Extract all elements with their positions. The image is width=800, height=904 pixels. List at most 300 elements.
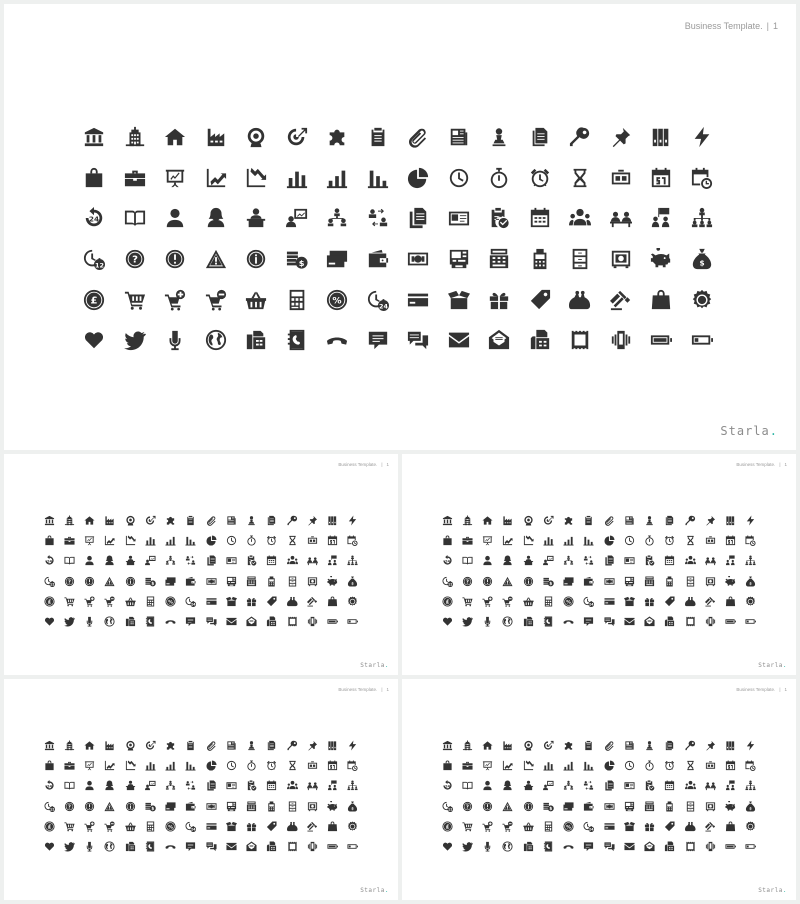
page-number: 1	[784, 462, 787, 467]
fax-machine-icon	[120, 611, 140, 631]
team-group-icon	[680, 776, 700, 796]
cart-add-icon	[80, 816, 100, 836]
chart-trend-up-icon	[498, 755, 518, 775]
header-title: Business Template.	[338, 462, 378, 467]
target-arrow-icon	[538, 510, 558, 530]
gear-badge-icon	[741, 816, 761, 836]
chart-trend-down-icon	[518, 755, 538, 775]
credit-card-icon	[599, 816, 619, 836]
bar-chart-icon	[538, 755, 558, 775]
gear-badge-icon	[343, 591, 363, 611]
cash-register-icon	[242, 796, 262, 816]
speech-bubble-icon	[358, 320, 399, 361]
clock-icon	[619, 755, 639, 775]
flag-team-icon	[323, 776, 343, 796]
id-card-icon	[221, 551, 241, 571]
speech-bubble-icon	[181, 836, 201, 856]
slide-header	[736, 687, 787, 692]
money-bag-icon	[741, 571, 761, 591]
team-group-icon	[282, 551, 302, 571]
alarm-clock-icon	[660, 530, 680, 550]
pie-chart-icon	[398, 158, 439, 199]
calendar-grid-icon	[262, 776, 282, 796]
cash-notes-icon	[599, 571, 619, 591]
binders-icon	[641, 117, 682, 158]
microphone-icon	[478, 836, 498, 856]
newspaper-icon	[221, 510, 241, 530]
speech-bubble-icon	[579, 611, 599, 631]
fax-paper-icon	[520, 320, 561, 361]
presentation-board-icon	[478, 755, 498, 775]
clock-12-icon	[39, 571, 59, 591]
brand-dot: .	[782, 887, 787, 894]
battery-full-icon	[323, 836, 343, 856]
warning-triangle-icon	[498, 796, 518, 816]
exclamation-mark-icon	[478, 571, 498, 591]
coins-dollar-icon	[538, 796, 558, 816]
header-separator: |	[779, 462, 781, 467]
bar-chart-decline-icon	[181, 530, 201, 550]
battery-low-icon	[741, 836, 761, 856]
bird-icon	[59, 836, 79, 856]
calendar-clock-icon	[682, 158, 723, 199]
warning-triangle-icon	[100, 571, 120, 591]
card-reader-icon	[262, 796, 282, 816]
credit-card-icon	[201, 816, 221, 836]
refresh-24-icon	[437, 551, 457, 571]
hourglass-icon	[680, 755, 700, 775]
chat-bubbles-icon	[201, 611, 221, 631]
bird-icon	[115, 320, 156, 361]
hierarchy-icon	[682, 198, 723, 239]
piggy-bank-icon	[641, 239, 682, 280]
globe-icon	[100, 836, 120, 856]
chess-pawn-icon	[479, 117, 520, 158]
header-separator: |	[779, 687, 781, 692]
clipboard-check-icon	[479, 198, 520, 239]
alarm-clock-icon	[520, 158, 561, 199]
brand-name: Starla	[360, 662, 385, 669]
handbag-icon	[437, 755, 457, 775]
open-envelope-icon	[242, 836, 262, 856]
gavel-icon	[700, 816, 720, 836]
speech-bubble-icon	[181, 611, 201, 631]
stopwatch-icon	[242, 530, 262, 550]
header-title: Business Template.	[736, 687, 776, 692]
presenter-chart-icon	[277, 198, 318, 239]
slide-thumbnail-4[interactable]	[402, 679, 796, 900]
hourglass-icon	[560, 158, 601, 199]
gift-icon	[640, 816, 660, 836]
exclamation-mark-icon	[155, 239, 196, 280]
speaker-podium-icon	[236, 198, 277, 239]
page-number: 1	[772, 21, 778, 31]
address-book-icon	[538, 836, 558, 856]
briefcase-icon	[115, 158, 156, 199]
calculator-icon	[538, 591, 558, 611]
hourglass-icon	[282, 530, 302, 550]
credit-cards-icon	[317, 239, 358, 280]
battery-low-icon	[343, 611, 363, 631]
key-icon	[680, 735, 700, 755]
chart-trend-down-icon	[236, 158, 277, 199]
stopwatch-icon	[479, 158, 520, 199]
copy-documents-icon	[201, 551, 221, 571]
id-card-icon	[619, 551, 639, 571]
battery-low-icon	[343, 836, 363, 856]
brand-name: Starla	[720, 424, 770, 438]
bar-chart-decline-icon	[181, 755, 201, 775]
documents-icon	[262, 510, 282, 530]
hierarchy-icon	[343, 776, 363, 796]
documents-icon	[660, 735, 680, 755]
card-reader-icon	[660, 571, 680, 591]
pound-coin-icon	[437, 816, 457, 836]
presenter-chart-icon	[538, 551, 558, 571]
bird-icon	[457, 611, 477, 631]
brand-name: Starla	[360, 887, 385, 894]
puzzle-piece-icon	[559, 735, 579, 755]
fax-paper-icon	[660, 611, 680, 631]
credit-cards-icon	[161, 796, 181, 816]
battery-full-icon	[323, 611, 343, 631]
speech-bubble-icon	[579, 836, 599, 856]
fax-machine-icon	[518, 836, 538, 856]
lightning-icon	[343, 735, 363, 755]
bar-chart-growth-icon	[559, 530, 579, 550]
filing-cabinet-icon	[282, 571, 302, 591]
shopping-cart-icon	[59, 816, 79, 836]
wallet-icon	[181, 796, 201, 816]
price-tag-icon	[262, 591, 282, 611]
bank-icon	[437, 510, 457, 530]
chart-trend-down-icon	[120, 530, 140, 550]
house-icon	[478, 510, 498, 530]
businesswoman-icon	[100, 551, 120, 571]
envelope-icon	[619, 836, 639, 856]
clock-24-icon	[579, 816, 599, 836]
icon-grid	[39, 510, 369, 632]
safe-icon	[302, 571, 322, 591]
fax-machine-icon	[518, 611, 538, 631]
stopwatch-icon	[640, 530, 660, 550]
handbag-icon	[39, 530, 59, 550]
slide-header	[338, 462, 389, 467]
slide-header	[338, 687, 389, 692]
factory-icon	[498, 735, 518, 755]
address-book-icon	[277, 320, 318, 361]
documents-icon	[660, 510, 680, 530]
gift-icon	[640, 591, 660, 611]
gift-icon	[479, 279, 520, 320]
globe-icon	[100, 611, 120, 631]
exchange-users-icon	[579, 776, 599, 796]
envelope-icon	[439, 320, 480, 361]
coin-purse-icon	[680, 816, 700, 836]
card-reader-icon	[660, 796, 680, 816]
copy-documents-icon	[398, 198, 439, 239]
key-icon	[282, 510, 302, 530]
copy-documents-icon	[599, 776, 619, 796]
battery-full-icon	[641, 320, 682, 361]
header-title: Business Template.	[736, 462, 776, 467]
chat-bubbles-icon	[599, 836, 619, 856]
target-arrow-icon	[538, 735, 558, 755]
chat-bubbles-icon	[398, 320, 439, 361]
team-group-icon	[680, 551, 700, 571]
open-book-icon	[59, 776, 79, 796]
pushpin-icon	[601, 117, 642, 158]
coin-purse-icon	[680, 591, 700, 611]
businessman-icon	[80, 776, 100, 796]
clock-24-icon	[181, 816, 201, 836]
coin-purse-icon	[282, 591, 302, 611]
calendar-icon	[641, 158, 682, 199]
flag-team-icon	[323, 551, 343, 571]
meeting-table-icon	[302, 776, 322, 796]
brand-dot: .	[384, 887, 389, 894]
office-building-icon	[457, 510, 477, 530]
newspaper-icon	[619, 735, 639, 755]
clock-icon	[439, 158, 480, 199]
calculator-icon	[140, 816, 160, 836]
handbag-icon	[437, 530, 457, 550]
heart-icon	[74, 320, 115, 361]
cash-register-icon	[640, 571, 660, 591]
target-icon	[518, 510, 538, 530]
calculator-icon	[140, 591, 160, 611]
microphone-icon	[80, 611, 100, 631]
filing-cabinet-icon	[282, 796, 302, 816]
open-box-icon	[619, 816, 639, 836]
documents-icon	[520, 117, 561, 158]
clipboard-icon	[579, 735, 599, 755]
alarm-clock-icon	[262, 530, 282, 550]
bar-chart-growth-icon	[161, 755, 181, 775]
piggy-bank-icon	[721, 571, 741, 591]
globe-icon	[498, 836, 518, 856]
id-card-icon	[439, 198, 480, 239]
address-book-icon	[140, 611, 160, 631]
paperclip-icon	[201, 510, 221, 530]
gear-badge-icon	[343, 816, 363, 836]
question-mark-icon	[59, 796, 79, 816]
speaker-podium-icon	[518, 776, 538, 796]
cash-notes-icon	[398, 239, 439, 280]
price-tag-icon	[520, 279, 561, 320]
hierarchy-icon	[343, 551, 363, 571]
briefcase-icon	[457, 530, 477, 550]
heart-icon	[39, 836, 59, 856]
open-box-icon	[221, 816, 241, 836]
meeting-table-icon	[302, 551, 322, 571]
cart-add-icon	[80, 591, 100, 611]
cash-notes-icon	[599, 796, 619, 816]
filing-cabinet-icon	[680, 796, 700, 816]
cart-remove-icon	[100, 591, 120, 611]
money-bag-icon	[343, 796, 363, 816]
meeting-table-icon	[700, 776, 720, 796]
wallet-icon	[181, 571, 201, 591]
pushpin-icon	[700, 510, 720, 530]
puzzle-piece-icon	[317, 117, 358, 158]
chess-pawn-icon	[640, 510, 660, 530]
alarm-clock-icon	[262, 755, 282, 775]
refresh-24-icon	[74, 198, 115, 239]
clock-icon	[619, 530, 639, 550]
briefcase-icon	[59, 755, 79, 775]
header-title: Business Template.	[338, 687, 378, 692]
presentation-board-icon	[80, 755, 100, 775]
telephone-handset-icon	[161, 611, 181, 631]
exchange-users-icon	[181, 551, 201, 571]
credit-cards-icon	[559, 796, 579, 816]
chat-bubbles-icon	[201, 836, 221, 856]
slide-thumbnail-1[interactable]	[4, 454, 398, 675]
chess-pawn-icon	[640, 735, 660, 755]
bank-icon	[39, 510, 59, 530]
calculator-icon	[538, 816, 558, 836]
fax-paper-icon	[262, 836, 282, 856]
open-book-icon	[115, 198, 156, 239]
open-envelope-icon	[479, 320, 520, 361]
display-screen-icon	[601, 158, 642, 199]
handbag-icon	[39, 755, 59, 775]
safe-icon	[700, 571, 720, 591]
header-separator: |	[766, 21, 769, 31]
info-circle-icon	[120, 796, 140, 816]
pie-chart-icon	[599, 530, 619, 550]
lightning-icon	[741, 735, 761, 755]
percent-badge-icon	[317, 279, 358, 320]
heart-icon	[437, 836, 457, 856]
cash-notes-icon	[201, 571, 221, 591]
postage-stamp-icon	[680, 611, 700, 631]
bar-chart-growth-icon	[559, 755, 579, 775]
documents-icon	[262, 735, 282, 755]
slide-thumbnail-3[interactable]	[4, 679, 398, 900]
globe-icon	[498, 611, 518, 631]
brand-logo	[360, 662, 389, 669]
header-separator: |	[381, 462, 383, 467]
exchange-users-icon	[181, 776, 201, 796]
open-envelope-icon	[640, 611, 660, 631]
calendar-icon	[721, 530, 741, 550]
businesswoman-icon	[100, 776, 120, 796]
postage-stamp-icon	[282, 611, 302, 631]
info-circle-icon	[120, 571, 140, 591]
cart-add-icon	[478, 816, 498, 836]
cart-remove-icon	[498, 816, 518, 836]
bank-icon	[74, 117, 115, 158]
open-box-icon	[619, 591, 639, 611]
exchange-users-icon	[579, 551, 599, 571]
clipboard-check-icon	[640, 776, 660, 796]
clock-icon	[221, 530, 241, 550]
piggy-bank-icon	[323, 796, 343, 816]
calendar-icon	[721, 755, 741, 775]
clock-24-icon	[181, 591, 201, 611]
filing-cabinet-icon	[560, 239, 601, 280]
icon-grid	[74, 117, 734, 361]
businessman-icon	[155, 198, 196, 239]
icon-grid	[437, 510, 767, 632]
filing-cabinet-icon	[680, 571, 700, 591]
presentation-board-icon	[478, 530, 498, 550]
bar-chart-growth-icon	[161, 530, 181, 550]
vibrating-phone-icon	[700, 611, 720, 631]
speaker-podium-icon	[120, 551, 140, 571]
wallet-icon	[579, 571, 599, 591]
cash-register-icon	[640, 796, 660, 816]
target-icon	[518, 735, 538, 755]
binders-icon	[323, 510, 343, 530]
pound-coin-icon	[39, 591, 59, 611]
bar-chart-decline-icon	[579, 530, 599, 550]
bar-chart-icon	[538, 530, 558, 550]
meeting-table-icon	[601, 198, 642, 239]
brand-logo	[360, 887, 389, 894]
calendar-grid-icon	[262, 551, 282, 571]
shopping-cart-icon	[59, 591, 79, 611]
chart-trend-down-icon	[518, 530, 538, 550]
display-screen-icon	[700, 530, 720, 550]
cart-remove-icon	[196, 279, 237, 320]
globe-icon	[196, 320, 237, 361]
chat-bubbles-icon	[599, 611, 619, 631]
lightning-icon	[682, 117, 723, 158]
header-separator: |	[381, 687, 383, 692]
stopwatch-icon	[242, 755, 262, 775]
gavel-icon	[601, 279, 642, 320]
microphone-icon	[155, 320, 196, 361]
brand-dot: .	[782, 662, 787, 669]
alarm-clock-icon	[660, 755, 680, 775]
chart-trend-down-icon	[120, 755, 140, 775]
paperclip-icon	[398, 117, 439, 158]
target-icon	[120, 510, 140, 530]
price-tag-icon	[262, 816, 282, 836]
binders-icon	[323, 735, 343, 755]
speaker-podium-icon	[518, 551, 538, 571]
clock-12-icon	[437, 796, 457, 816]
house-icon	[80, 510, 100, 530]
briefcase-icon	[457, 755, 477, 775]
house-icon	[478, 735, 498, 755]
fax-machine-icon	[236, 320, 277, 361]
newspaper-icon	[221, 735, 241, 755]
briefcase-icon	[59, 530, 79, 550]
calendar-clock-icon	[343, 530, 363, 550]
clipboard-icon	[579, 510, 599, 530]
brand-name: Starla	[758, 662, 783, 669]
coins-dollar-icon	[140, 796, 160, 816]
bird-icon	[59, 611, 79, 631]
target-icon	[120, 735, 140, 755]
battery-full-icon	[721, 611, 741, 631]
cart-add-icon	[155, 279, 196, 320]
clipboard-icon	[181, 510, 201, 530]
key-icon	[560, 117, 601, 158]
telephone-handset-icon	[161, 836, 181, 856]
atm-machine-icon	[439, 239, 480, 280]
pound-coin-icon	[74, 279, 115, 320]
refresh-24-icon	[39, 776, 59, 796]
piggy-bank-icon	[323, 571, 343, 591]
slide-thumbnail-2[interactable]	[402, 454, 796, 675]
bank-icon	[437, 735, 457, 755]
office-building-icon	[59, 735, 79, 755]
